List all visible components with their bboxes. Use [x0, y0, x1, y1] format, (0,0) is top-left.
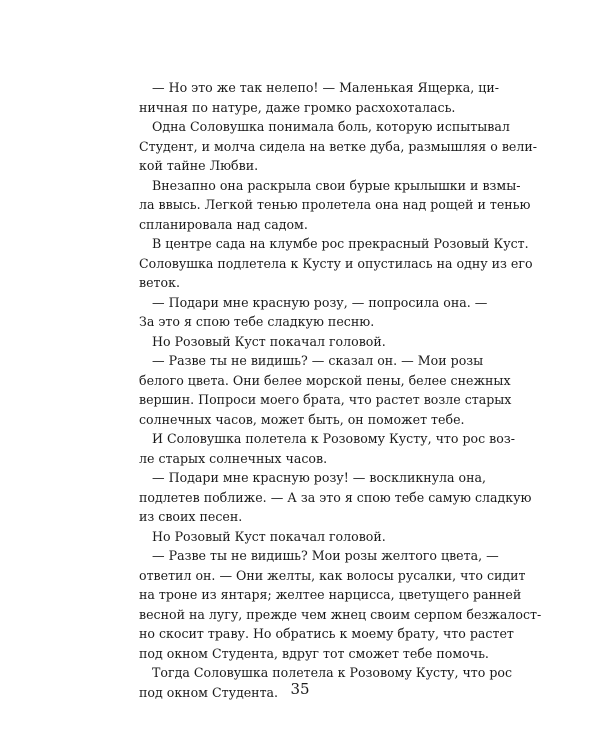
text-line: подлетев поближе. — А за это я спою тебе самую сладкую — [139, 489, 532, 505]
text-line: Но Розовый Куст покачал головой. — [152, 333, 386, 349]
text-line: вершин. Попроси моего брата, что растет возле старых — [139, 392, 512, 407]
text-line: ничная по натуре, даже громко расхохоталась. — [139, 99, 456, 115]
text-line: Тогда Соловушка полетела к Розовому Кусту, что рос — [152, 665, 513, 680]
text-line: Внезапно она раскрыла свои бурые крылышки и взмы- — [152, 177, 521, 193]
text-line: весной на лугу, прежде чем жнец своим серпом безжалост- — [139, 606, 542, 622]
text-line: белого цвета. Они белее морской пены, белее снежных — [139, 372, 511, 388]
text-line: спланировала над садом. — [139, 216, 308, 232]
text-line: — Подари мне красную розу, — попросила она. — — [152, 294, 488, 310]
text-line: И Соловушка полетела к Розовому Кусту, что рос воз- — [152, 431, 515, 446]
text-line: Одна Соловушка понимала боль, которую испытывал — [152, 119, 510, 134]
text-line: Студент, и молча сидела на ветке дуба, размышляя о вели- — [139, 138, 538, 154]
text-line: — Но это же так нелепо! — Маленькая Ящерка, ци- — [152, 80, 500, 95]
text-line: под окном Студента, вдруг тот сможет тебе помочь. — [139, 645, 489, 661]
text-line: солнечных часов, может быть, он поможет тебе. — [139, 411, 465, 427]
text-line: но скосит траву. Но обратись к моему брату, что растет — [139, 626, 514, 641]
text-line: ле старых солнечных часов. — [139, 450, 328, 466]
text-line: кой тайне Любви. — [139, 158, 259, 173]
text-line: Соловушка подлетела к Кусту и опустилась на одну из его — [139, 255, 533, 271]
text-line: — Подари мне красную розу! — воскликнула она, — [152, 470, 487, 485]
text-line: — Разве ты не видишь? — сказал он. — Мои розы — [152, 353, 484, 368]
text-line: на троне из янтаря; желтее нарцисса, цветущего ранней — [139, 587, 522, 602]
text-line: из своих песен. — [139, 509, 243, 524]
text-line: веток. — [139, 275, 180, 290]
text-line: ответил он. — Они желты, как волосы русалки, что сидит — [139, 567, 526, 583]
text-line: ла ввысь. Легкой тенью пролетела она над рощей и тенью — [139, 197, 531, 212]
text-line: — Разве ты не видишь? Мои розы желтого цвета, — — [152, 548, 499, 563]
text-line: под окном Студента. — [139, 684, 279, 700]
page-number: 35 — [290, 680, 310, 698]
text-line: В центре сада на клумбе рос прекрасный Розовый Куст. — [152, 236, 529, 251]
text-line: Но Розовый Куст покачал головой. — [152, 528, 386, 544]
text-line: За это я спою тебе сладкую песню. — [139, 314, 375, 329]
body-text — [139, 78, 542, 702]
